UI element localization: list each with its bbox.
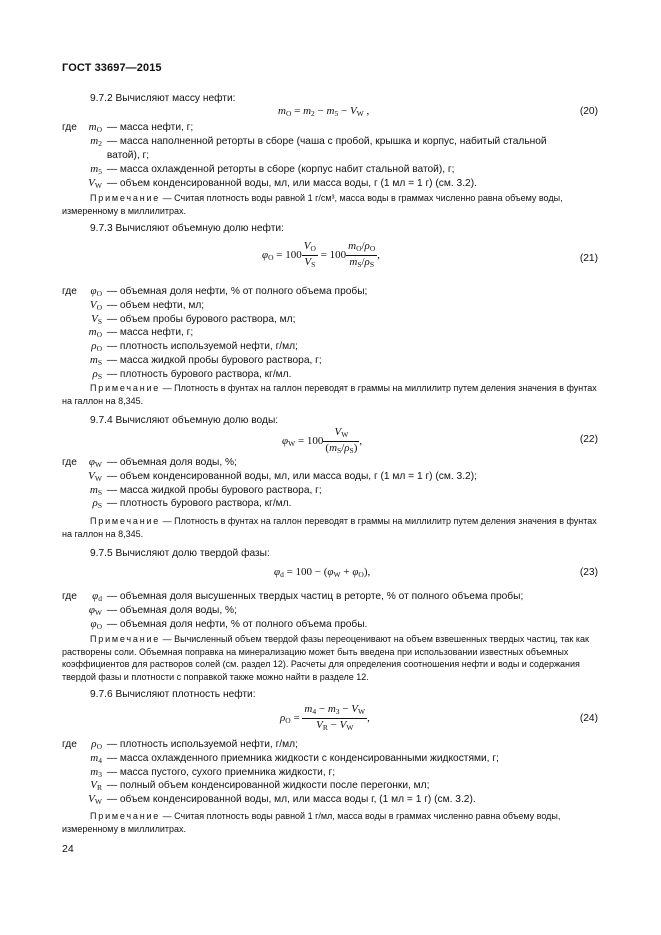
page-number: 24	[62, 843, 74, 855]
variable-symbol: $m_3$	[90, 765, 102, 779]
where-item	[62, 604, 598, 619]
variable-description: — объемная доля высушенных твердых частиц в реторте, % от полного объема пробы;	[106, 591, 524, 602]
variable-symbol: $m_4$	[90, 751, 102, 765]
variable-description: — масса пустого, сухого приемника жидкости, г;	[106, 766, 336, 778]
variable-description: — объемная доля воды, %;	[106, 457, 237, 468]
variable-symbol: $\rho_O$	[91, 340, 102, 354]
variable-symbol: $V_S$	[91, 312, 102, 326]
note-label: Примечание	[90, 811, 161, 821]
variable-symbol: $\rho_S$	[92, 367, 102, 381]
note-974	[62, 515, 598, 540]
section-title-973: 9.7.3 Вычисляют объемную долю нефти:	[90, 223, 284, 234]
variable-description: — объем пробы бурового раствора, мл;	[106, 313, 296, 325]
note-label: Примечание	[90, 516, 161, 526]
note-text: — Считая плотность воды равной 1 г/мл, масса воды в граммах численно равна объему воды, измеренному в миллилитрах.	[62, 811, 561, 834]
variable-description: — плотность бурового раствора, кг/мл.	[106, 498, 292, 510]
variable-description: — плотность используемой нефти, г/мл;	[106, 341, 298, 353]
where-item	[62, 497, 598, 512]
variable-description: — объемная доля нефти, % от полного объема пробы.	[106, 618, 368, 630]
variable-description: — объемная доля нефти, % от полного объема пробы;	[106, 286, 368, 297]
variable-symbol: $\rho_S$	[92, 497, 102, 511]
variable-symbol: $m_O$	[88, 326, 102, 340]
document-header: ГОСТ 33697—2015	[62, 62, 162, 74]
where-item	[62, 793, 598, 808]
variable-symbol: $V_W$	[88, 177, 102, 190]
section-title-975: 9.7.5 Вычисляют долю твердой фазы:	[90, 548, 270, 559]
variable-description: — объем конденсированной воды, мл, или масса воды г, (1 мл = 1 г) (см. 3.2).	[106, 794, 476, 806]
variable-symbol: $\varphi_O$	[90, 617, 102, 631]
note-label: Примечание	[90, 193, 161, 203]
variable-description: ватой), г;	[106, 150, 150, 161]
variable-symbol: $m_S$	[89, 354, 102, 367]
note-text: — Вычисленный объем твердой фазы переоценивают на объем взвешенных твердых частиц, так как растворены соли. Объемная поправка на минерализацию может быть введена при использовании известных объемных коэффициентов для растворов солей (см. раздел 12). Расчеты для определения соотношения нефти и воды и содержания твердой фазы и плотности с поправкой также можно найти в разделе 12.	[62, 634, 589, 682]
variable-symbol: $m_2$	[90, 135, 102, 148]
where-lead: где	[62, 286, 77, 297]
where-item	[62, 766, 598, 781]
equation-number: (22)	[579, 434, 598, 445]
note-label: Примечание	[90, 634, 161, 644]
where-item	[62, 590, 598, 605]
note-text: — Плотность в фунтах на галлон переводят в граммы на миллилитр путем деления значения в фунтах на галлон на 8,345.	[62, 516, 597, 539]
variable-description: — плотность используемой нефти, г/мл;	[106, 739, 298, 750]
where-item	[62, 752, 598, 767]
note-975	[62, 633, 598, 683]
variable-description: — объем конденсированной воды, мл, или масса воды, г (1 мл = 1 г) (см. 3.2);	[106, 470, 477, 482]
variable-description: — масса нефти, г;	[106, 122, 194, 133]
variable-symbol: $V_R$	[90, 779, 102, 793]
document-page	[62, 0, 598, 935]
variable-symbol: $V_W$	[88, 469, 102, 483]
variable-description: — масса нефти, г;	[106, 327, 194, 339]
variable-symbol: $m_S$	[89, 483, 102, 497]
equation-number: (21)	[579, 253, 598, 264]
note-972	[62, 192, 598, 217]
where-item	[62, 135, 598, 150]
variable-description: — масса охлажденного приемника жидкости с конденсированными жидкостями, г;	[106, 752, 499, 764]
variable-description: — масса жидкой пробы бурового раствора, г;	[106, 484, 322, 496]
note-text: — Плотность в фунтах на галлон переводят в граммы на миллилитр путем деления значения в фунтах на галлон на 8,345.	[62, 383, 597, 406]
note-text: — Считая плотность воды равной 1 г/см³, масса воды в граммах численно равна объему воды, измеренному в миллилитрах.	[62, 193, 563, 216]
section-title-972: 9.7.2 Вычисляют массу нефти:	[90, 93, 236, 104]
where-item	[62, 149, 598, 162]
equation-24: $\rho_O$ = $\frac{m_4 - m_3 - V_W}{V_R - V_W}$ ,	[280, 703, 370, 732]
variable-description: — полный объем конденсированной жидкости после перегонки, мл;	[106, 780, 430, 792]
where-lead: где	[62, 591, 77, 602]
variable-symbol: $\varphi_W$	[88, 603, 102, 617]
variable-symbol: $m_5$	[90, 163, 102, 176]
equation-20: $m_O = m_2 - m_5 - V_W$ ,	[278, 105, 370, 118]
equation-number: (24)	[579, 713, 598, 724]
where-lead: где	[62, 457, 77, 468]
variable-symbol: $m_O$	[88, 121, 102, 134]
where-item	[62, 456, 598, 471]
equation-22: $\varphi_W = 100$ $\frac{V_W}{(m_S/\rho_S)}$ ,	[282, 426, 363, 455]
note-label: Примечание	[90, 383, 161, 393]
section-title-974: 9.7.4 Вычисляют объемную долю воды:	[90, 415, 279, 426]
equation-number: (23)	[579, 567, 598, 578]
where-item	[62, 313, 598, 328]
where-lead: где	[62, 122, 77, 133]
where-item	[62, 738, 598, 753]
where-item	[62, 618, 598, 633]
where-item	[62, 285, 598, 300]
variable-description: — плотность бурового раствора, кг/мл.	[106, 368, 292, 380]
where-item	[62, 121, 598, 136]
where-item	[62, 354, 598, 369]
where-lead: где	[62, 739, 77, 750]
where-item	[62, 340, 598, 355]
equation-21: $\varphi_O = 100$ $\frac{V_O}{V_S}$ = 100 $\frac{m_O/\rho_O}{m_S/\rho_S}$ ,	[262, 240, 380, 269]
where-item	[62, 177, 598, 192]
variable-description: — масса жидкой пробы бурового раствора, г;	[106, 355, 322, 366]
where-item	[62, 299, 598, 314]
where-item	[62, 368, 598, 383]
variable-symbol: $\varphi_W$	[88, 456, 102, 469]
equation-23: $\varphi_d = 100 - (\varphi_W + \varphi_O)$,	[274, 566, 371, 579]
note-973	[62, 382, 598, 407]
variable-symbol: $\varphi_O$	[90, 285, 102, 298]
where-item	[62, 779, 598, 794]
variable-description: — масса охлажденной реторты в сборе (корпус набит стальной ватой), г;	[106, 164, 455, 175]
variable-description: — объемная доля воды, %;	[106, 604, 237, 616]
variable-description: — объем конденсированной воды, мл, или масса воды, г (1 мл = 1 г) (см. 3.2).	[106, 178, 477, 189]
section-title-976: 9.7.6 Вычисляют плотность нефти:	[90, 689, 256, 700]
variable-symbol: $\rho_O$	[91, 738, 102, 751]
where-item	[62, 470, 598, 485]
where-item	[62, 484, 598, 499]
note-976	[62, 810, 598, 835]
variable-symbol: $\varphi_d$	[92, 590, 102, 603]
variable-symbol: $V_W$	[88, 793, 102, 807]
equation-number: (20)	[579, 106, 598, 117]
where-item	[62, 326, 598, 341]
where-item	[62, 163, 598, 178]
variable-symbol: $V_O$	[89, 298, 102, 312]
variable-description: — объем нефти, мл;	[106, 299, 205, 311]
variable-description: — масса наполненной реторты в сборе (чаша с пробой, крышка и корпус, набитый стальной	[106, 136, 547, 147]
